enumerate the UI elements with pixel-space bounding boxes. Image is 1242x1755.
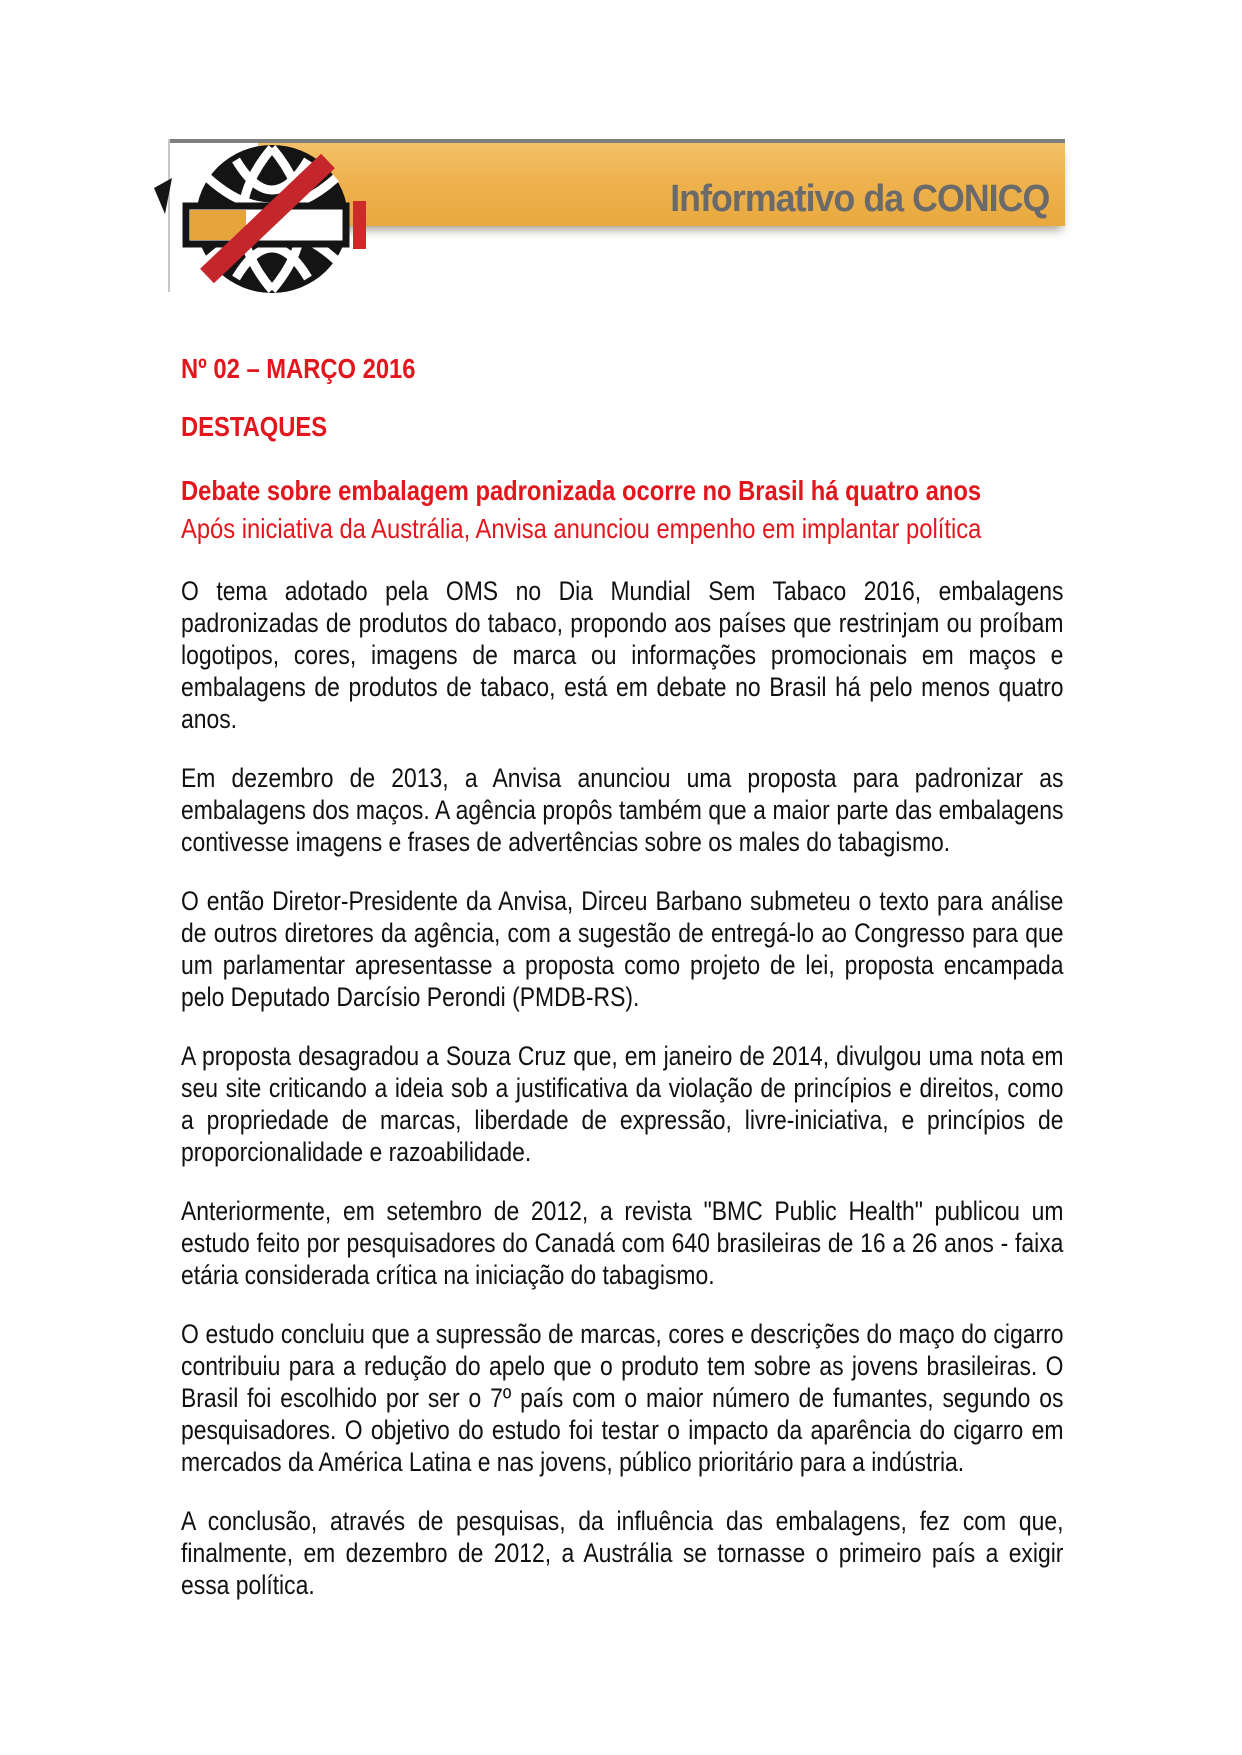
paragraph: A proposta desagradou a Souza Cruz que, em janeiro de 2014, divulgou uma nota em seu site criticando a ideia sob a justificativa da violação de princípios e direitos, como a propriedade de marcas, liberdade de expressão, livre-iniciativa, e princípios de proporcionalidade e razoabilidade. [181, 1041, 1064, 1167]
cigarette-tip [353, 201, 366, 249]
paragraph: O então Diretor-Presidente da Anvisa, Dirceu Barbano submeteu o texto para análise de outros diretores da agência, com a sugestão de entregá-lo ao Congresso para que um parlamentar apresentasse a proposta como projeto de lei, proposta encampada pelo Deputado Darcísio Perondi (PMDB-RS). [181, 886, 1064, 1012]
paragraph: Em dezembro de 2013, a Anvisa anunciou uma proposta para padronizar as embalagens dos maços. A agência propôs também que a maior parte das embalagens contivesse imagens e frases de advertências sobre os males do tabagismo. [181, 763, 1064, 857]
paragraph: O estudo concluiu que a supressão de marcas, cores e descrições do maço do cigarro contribuiu para a redução do apelo que o produto tem sobre as jovens brasileiras. O Brasil foi escolhido por ser o 7º país com o maior número de fumantes, segundo os pesquisadores. O objetivo do estudo foi testar o impacto da aparência do cigarro em mercados da América Latina e nas jovens, público prioritário para a indústria. [181, 1319, 1064, 1477]
paragraph: A conclusão, através de pesquisas, da influência das embalagens, fez com que, finalmente, em dezembro de 2012, a Austrália se tornasse o primeiro país a exigir essa política. [181, 1506, 1064, 1600]
no-smoking-globe-logo-icon [150, 140, 380, 300]
paragraph: Anteriormente, em setembro de 2012, a revista "BMC Public Health" publicou um estudo feito por pesquisadores do Canadá com 640 brasileiras de 16 a 26 anos - faixa etária considerada crítica na iniciação do tabagismo. [181, 1196, 1064, 1290]
logo-left-wedge [154, 178, 172, 214]
article-column [181, 353, 1063, 1628]
article-subtitle: Após iniciativa da Austrália, Anvisa anunciou empenho em implantar política [181, 513, 982, 544]
issue-line: Nº 02 – MARÇO 2016 [181, 353, 416, 384]
article-title: Debate sobre embalagem padronizada ocorre no Brasil há quatro anos [181, 475, 982, 506]
banner-title: Informativo da CONICQ [669, 178, 1049, 220]
paragraph: O tema adotado pela OMS no Dia Mundial Sem Tabaco 2016, embalagens padronizadas de produtos do tabaco, propondo aos países que restrinjam ou proíbam logotipos, cores, imagens de marca ou informações promocionais em maços e embalagens de produtos de tabaco, está em debate no Brasil há pelo menos quatro anos. [181, 576, 1064, 734]
section-label: DESTAQUES [181, 411, 328, 442]
